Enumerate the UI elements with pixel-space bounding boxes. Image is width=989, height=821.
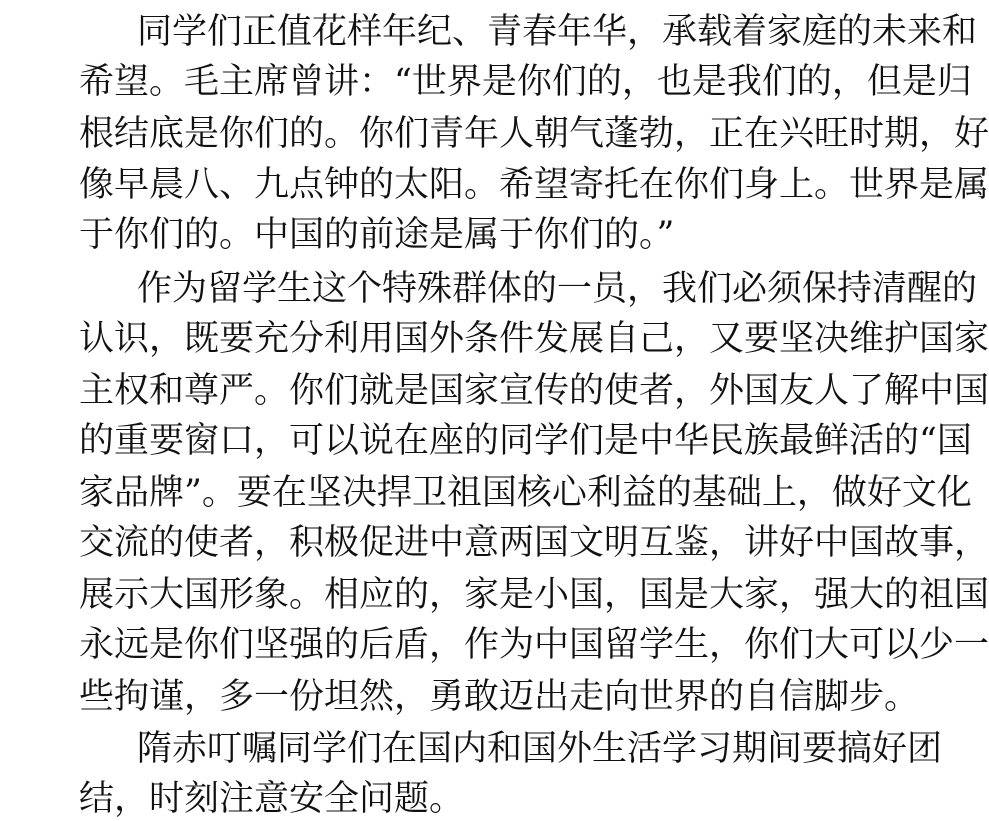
text-line: 结，时刻注意安全问题。: [79, 779, 465, 819]
text-line: 隋赤叮嘱同学们在国内和国外生活学习期间要搞好团: [137, 729, 943, 769]
text-line: 主权和尊严。你们就是国家宣传的使者，外国友人了解中国: [79, 371, 989, 411]
text-line: 认识，既要充分利用国外条件发展自己，又要坚决维护国家: [79, 319, 989, 359]
text-line: 根结底是你们的。你们青年人朝气蓬勃，正在兴旺时期，好: [79, 114, 989, 154]
text-line: 的重要窗口，可以说在座的同学们是中华民族最鲜活的“国: [79, 421, 972, 461]
text-line: 永远是你们坚强的后盾，作为中国留学生，你们大可以少一: [79, 625, 989, 665]
text-line: 作为留学生这个特殊群体的一员，我们必须保持清醒的: [137, 269, 978, 309]
text-line: 些拘谨，多一份坦然，勇敢迈出走向世界的自信脚步。: [79, 677, 920, 717]
text-line: 同学们正值花样年纪、青春年华，承载着家庭的未来和: [137, 12, 978, 52]
text-line: 希望。毛主席曾讲：“世界是你们的，也是我们的，但是归: [79, 62, 972, 102]
text-line: 家品牌”。要在坚决捍卫祖国核心利益的基础上，做好文化: [79, 473, 972, 513]
text-line: 展示大国形象。相应的，家是小国，国是大家，强大的祖国: [79, 575, 989, 615]
text-line: 于你们的。中国的前途是属于你们的。”: [79, 215, 675, 255]
text-line: 像早晨八、九点钟的太阳。希望寄托在你们身上。世界是属: [79, 165, 989, 205]
text-line: 交流的使者，积极促进中意两国文明互鉴，讲好中国故事，: [79, 523, 989, 563]
